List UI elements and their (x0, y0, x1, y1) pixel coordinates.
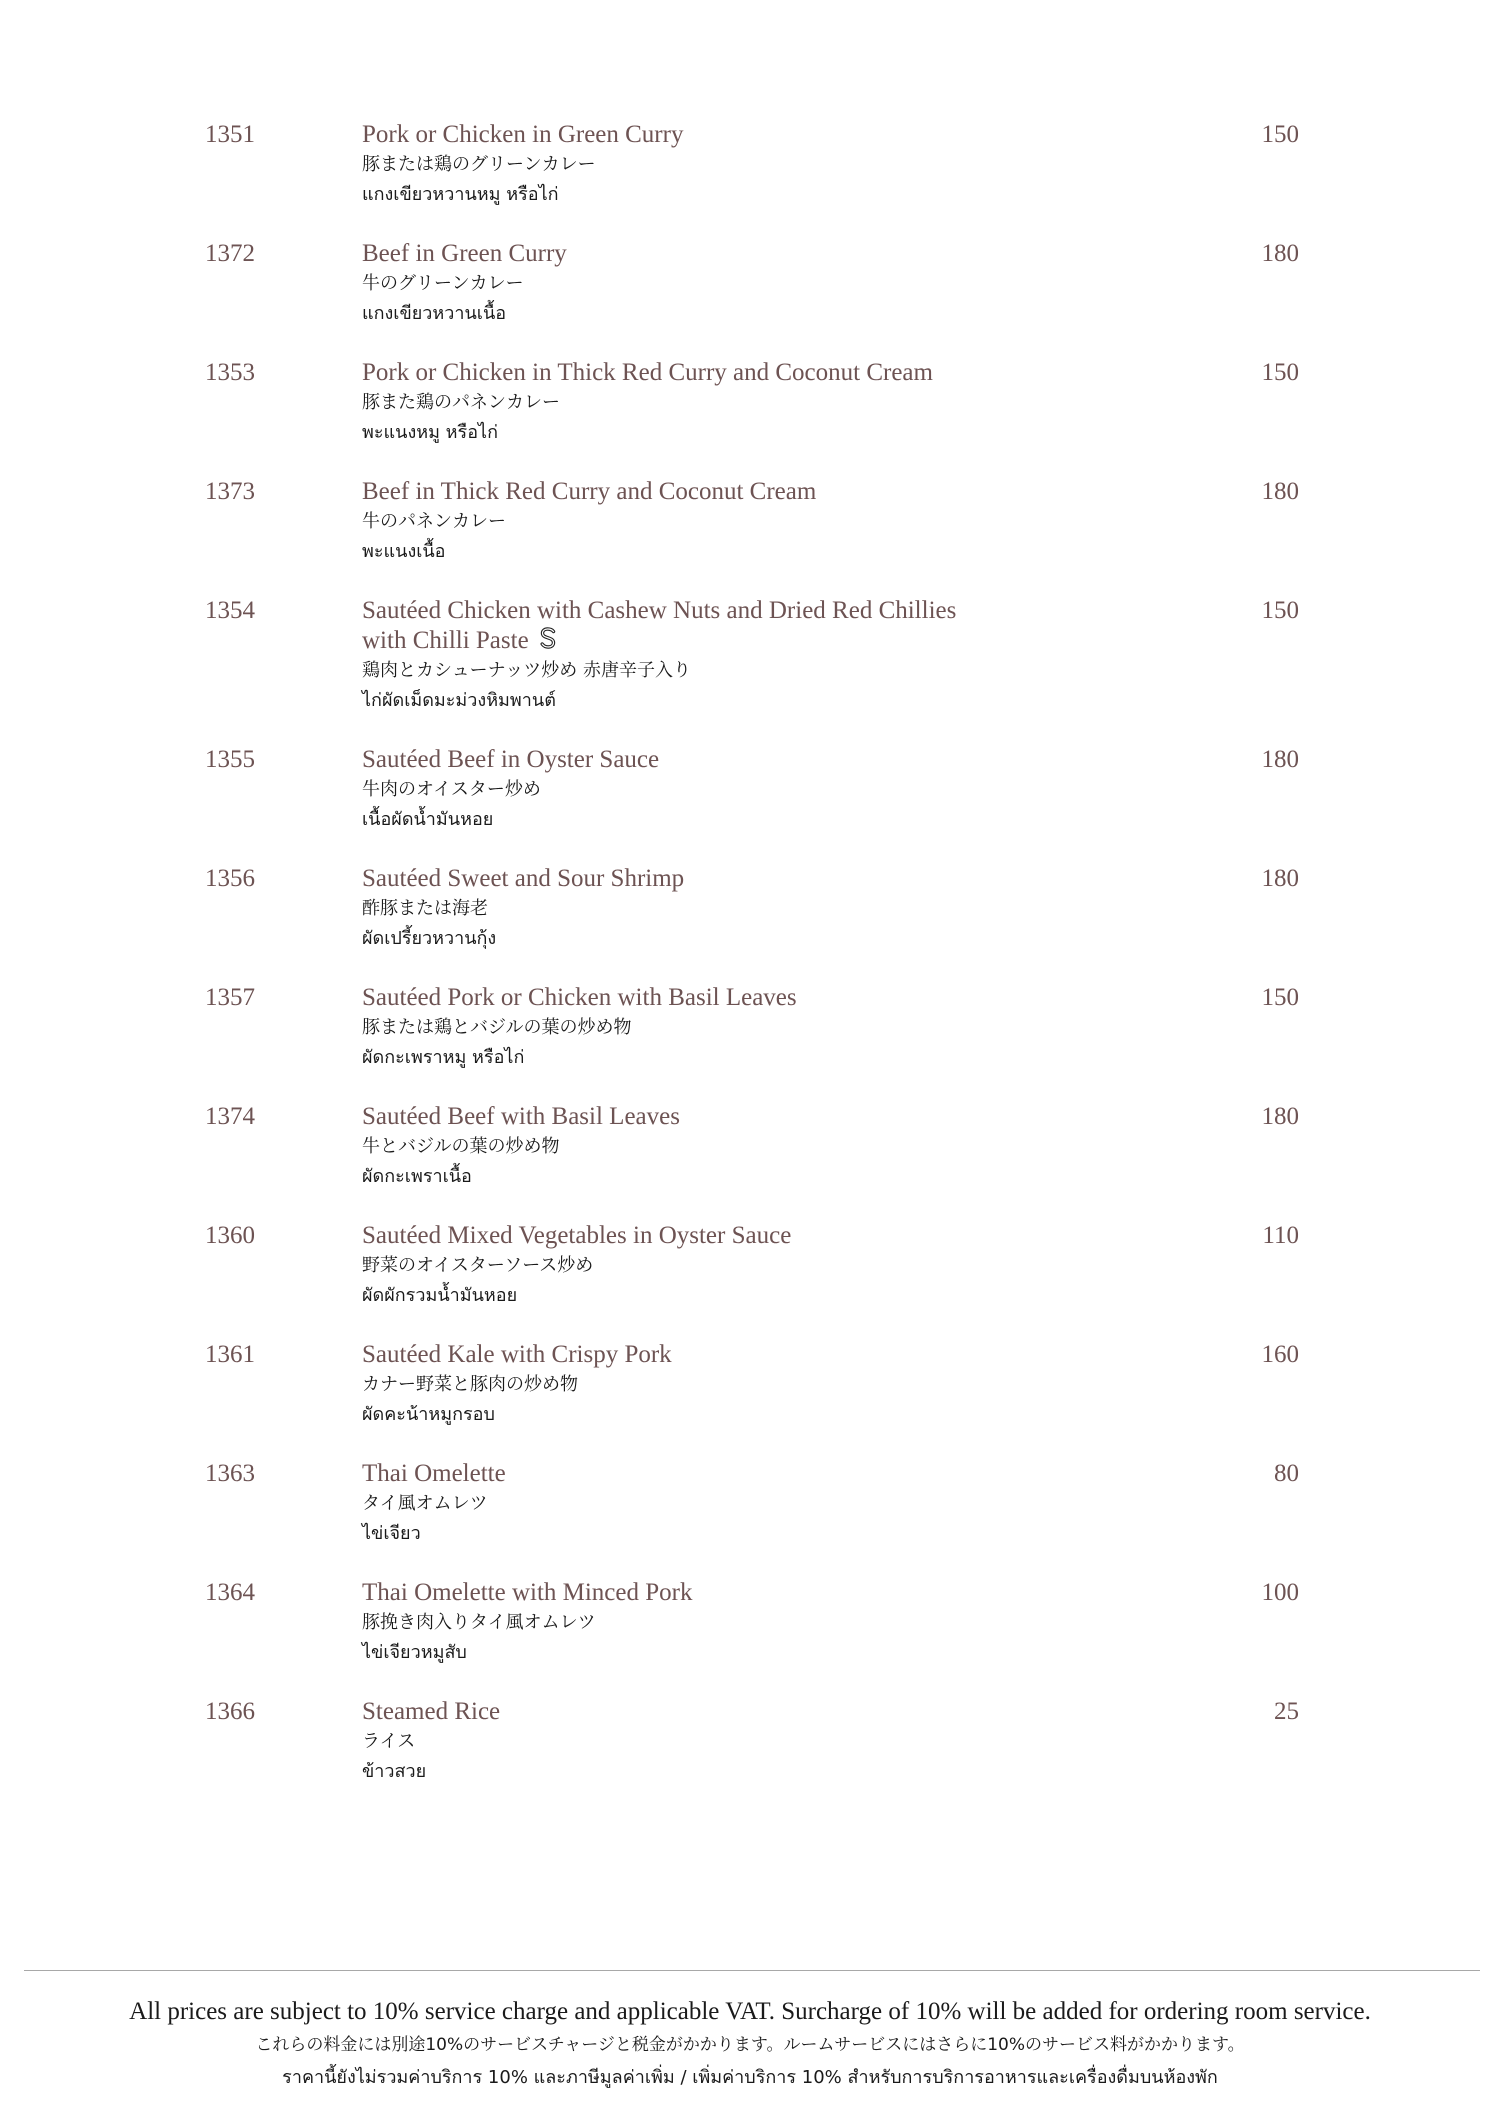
item-price: 180 (1261, 1103, 1299, 1130)
item-description (362, 1221, 1122, 1311)
menu-item (0, 596, 1500, 716)
item-name: Sautéed Kale with Crispy Pork (362, 1341, 672, 1368)
item-name-japanese: 牛肉のオイスター炒め (362, 779, 541, 800)
menu-item (0, 239, 1500, 329)
item-description (362, 1340, 1122, 1430)
item-name-japanese: タイ風オムレツ (362, 1493, 488, 1514)
item-name-line (362, 1340, 1122, 1370)
item-name: Sautéed Chicken with Cashew Nuts and Dried Red Chillies (362, 597, 957, 624)
item-description (362, 1459, 1122, 1549)
item-price: 180 (1261, 240, 1299, 267)
item-name-thai: พะแนงเนื้อ (362, 541, 446, 562)
menu-item (0, 1578, 1500, 1668)
item-name: Sautéed Sweet and Sour Shrimp (362, 865, 685, 892)
footer-note-japanese: これらの料金には別途10%のサービスチャージと税金がかかります。ルームサービスにはさらに10%のサービス料がかかります。 (255, 2035, 1245, 2055)
item-description (362, 1102, 1122, 1192)
item-description (362, 864, 1122, 954)
item-name-japanese: カナー野菜と豚肉の炒め物 (362, 1374, 578, 1395)
menu-item (0, 477, 1500, 567)
item-description (362, 983, 1122, 1073)
item-name-line (362, 1221, 1122, 1251)
item-name-japanese: 牛のパネンカレー (362, 511, 506, 532)
item-name-japanese: ライス (362, 1731, 416, 1752)
item-price: 150 (1261, 597, 1299, 624)
item-name-thai: ผัดผักรวมน้ำมันหอย (362, 1285, 518, 1306)
menu-item (0, 864, 1500, 954)
item-name: Sautéed Beef in Oyster Sauce (362, 746, 660, 773)
item-name-japanese: 酢豚または海老 (362, 898, 488, 919)
menu-item (0, 1340, 1500, 1430)
item-name-thai: ผัดคะน้าหมูกรอบ (362, 1404, 495, 1425)
item-name: Sautéed Mixed Vegetables in Oyster Sauce (362, 1222, 792, 1249)
item-code: 1360 (205, 1222, 255, 1249)
item-name-japanese: 豚または鶏とバジルの葉の炒め物 (362, 1017, 632, 1038)
menu-list (0, 120, 1500, 1816)
menu-item (0, 745, 1500, 835)
item-name-line (362, 983, 1122, 1013)
item-price: 80 (1274, 1460, 1299, 1487)
footer-note-english: All prices are subject to 10% service charge and applicable VAT. Surcharge of 10% will be added for ordering room service. (129, 1998, 1371, 2025)
item-description (362, 477, 1122, 567)
item-price: 180 (1261, 478, 1299, 505)
item-name-thai: พะแนงหมู หรือไก่ (362, 422, 498, 443)
item-price: 180 (1261, 746, 1299, 773)
item-code: 1363 (205, 1460, 255, 1487)
item-name: with Chilli Paste (362, 627, 529, 654)
item-description (362, 358, 1122, 448)
item-name-thai: ผัดเปรี้ยวหวานกุ้ง (362, 928, 497, 949)
item-name-thai: ไก่ผัดเม็ดมะม่วงหิมพานต์ (362, 690, 556, 711)
item-name: Thai Omelette with Minced Pork (362, 1579, 693, 1606)
item-name-line (362, 358, 1122, 388)
item-code: 1353 (205, 359, 255, 386)
item-name: Sautéed Beef with Basil Leaves (362, 1103, 680, 1130)
item-name-line (362, 1578, 1122, 1608)
item-name: Pork or Chicken in Green Curry (362, 121, 684, 148)
item-name: Beef in Thick Red Curry and Coconut Cream (362, 478, 817, 505)
item-description (362, 239, 1122, 329)
item-description (362, 120, 1122, 210)
item-description (362, 596, 1122, 716)
item-name-thai: ไข่เจียวหมูสับ (362, 1642, 467, 1663)
item-price: 150 (1261, 359, 1299, 386)
item-name: Thai Omelette (362, 1460, 506, 1487)
menu-item (0, 120, 1500, 210)
item-name-line (362, 745, 1122, 775)
item-name-line (362, 1459, 1122, 1489)
item-code: 1354 (205, 597, 255, 624)
item-code: 1366 (205, 1698, 255, 1725)
item-name-japanese: 豚挽き肉入りタイ風オムレツ (362, 1612, 596, 1633)
menu-item (0, 1102, 1500, 1192)
item-name-line (362, 596, 1122, 626)
item-description (362, 1697, 1122, 1787)
item-price: 150 (1261, 984, 1299, 1011)
item-name-thai: แกงเขียวหวานเนื้อ (362, 303, 507, 324)
item-name-line (362, 120, 1122, 150)
item-name-japanese: 豚また鶏のパネンカレー (362, 392, 560, 413)
item-price: 100 (1261, 1579, 1299, 1606)
item-name: Beef in Green Curry (362, 240, 567, 267)
item-name-line (362, 1697, 1122, 1727)
item-name-thai: เนื้อผัดน้ำมันหอย (362, 809, 494, 830)
item-code: 1364 (205, 1579, 255, 1606)
menu-item (0, 1459, 1500, 1549)
item-name-line (362, 239, 1122, 269)
item-name-japanese: 牛とバジルの葉の炒め物 (362, 1136, 560, 1157)
menu-item (0, 983, 1500, 1073)
item-name-thai: ผัดกะเพราหมู หรือไก่ (362, 1047, 525, 1068)
item-code: 1357 (205, 984, 255, 1011)
item-name-thai: ข้าวสวย (362, 1761, 427, 1782)
menu-item (0, 1697, 1500, 1787)
item-code: 1351 (205, 121, 255, 148)
item-name: Pork or Chicken in Thick Red Curry and Coconut Cream (362, 359, 933, 386)
item-name-japanese: 牛のグリーンカレー (362, 273, 524, 294)
item-price: 25 (1274, 1698, 1299, 1725)
item-code: 1372 (205, 240, 255, 267)
item-name-thai: แกงเขียวหวานหมู หรือไก่ (362, 184, 559, 205)
item-description (362, 745, 1122, 835)
item-name-line (362, 864, 1122, 894)
item-name: Sautéed Pork or Chicken with Basil Leaves (362, 984, 797, 1011)
item-description (362, 1578, 1122, 1668)
footer-divider (24, 1970, 1480, 1971)
item-price: 110 (1262, 1222, 1299, 1249)
item-code: 1373 (205, 478, 255, 505)
item-code: 1374 (205, 1103, 255, 1130)
item-name-japanese: 鶏肉とカシューナッツ炒め 赤唐辛子入り (362, 660, 691, 681)
item-price: 150 (1261, 121, 1299, 148)
spicy-icon (539, 626, 557, 650)
item-name-thai: ผัดกะเพราเนื้อ (362, 1166, 472, 1187)
item-code: 1361 (205, 1341, 255, 1368)
item-name-line (362, 1102, 1122, 1132)
item-name-japanese: 豚または鶏のグリーンカレー (362, 154, 596, 175)
menu-item (0, 1221, 1500, 1311)
item-price: 160 (1261, 1341, 1299, 1368)
item-code: 1356 (205, 865, 255, 892)
item-name-line (362, 626, 1122, 656)
menu-item (0, 358, 1500, 448)
item-name-thai: ไข่เจียว (362, 1523, 421, 1544)
footer-note-thai: ราคานี้ยังไม่รวมค่าบริการ 10% และภาษีมูลค่าเพิ่ม / เพิ่มค่าบริการ 10% สำหรับการบริการอาหารและเครื่องดื่มบนห้องพัก (282, 2067, 1218, 2088)
item-code: 1355 (205, 746, 255, 773)
item-name-japanese: 野菜のオイスターソース炒め (362, 1255, 594, 1276)
item-name: Steamed Rice (362, 1698, 501, 1725)
item-name-line (362, 477, 1122, 507)
item-price: 180 (1261, 865, 1299, 892)
